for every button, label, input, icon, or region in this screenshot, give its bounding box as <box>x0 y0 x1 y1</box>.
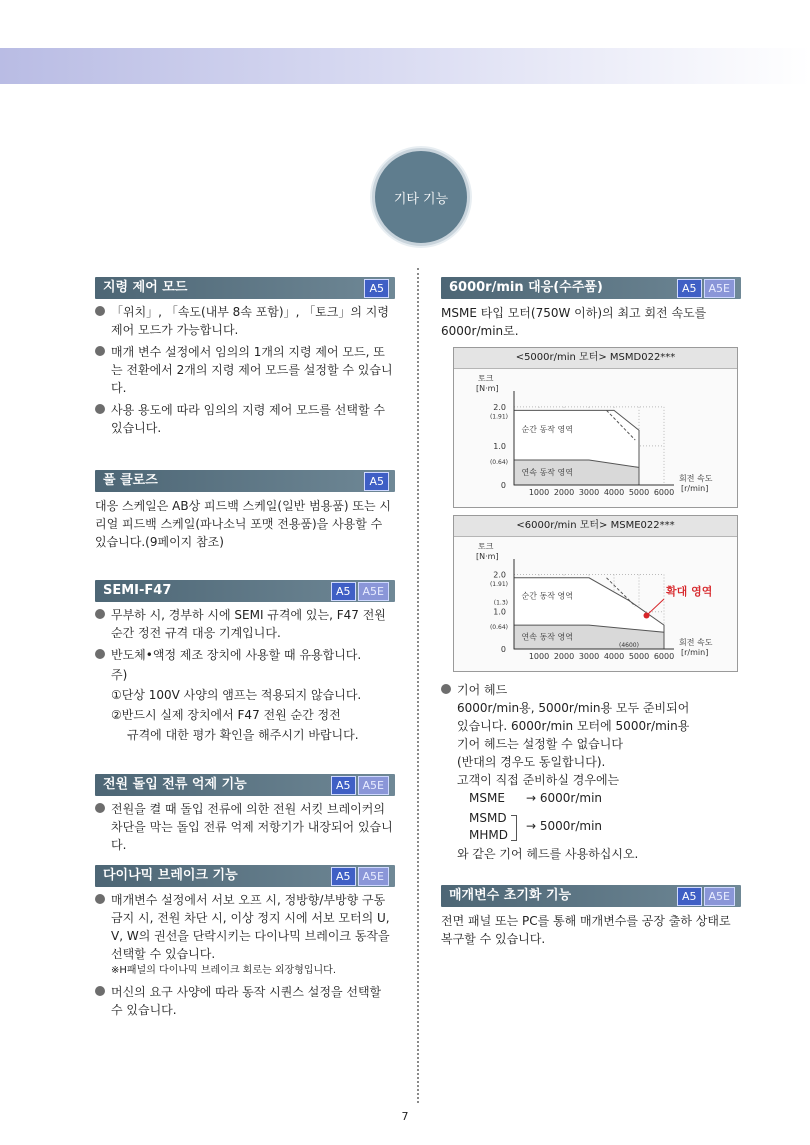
series-label-instant: 순간 동작 영역 <box>521 591 573 601</box>
section-title: 매개변수 초기화 기능 <box>449 888 572 903</box>
a5-badge: A5 <box>677 887 702 906</box>
y-extra-label: (0.64) <box>489 458 508 466</box>
y-axis-label: 토크 <box>478 374 494 383</box>
section-command-mode <box>95 277 395 437</box>
x-axis-label: 회전 속도 <box>679 638 713 647</box>
gear-arrow-6000: → 6000r/min <box>526 791 603 805</box>
x-extra-label: (4600) <box>619 642 639 649</box>
a5-badge: A5 <box>677 279 702 298</box>
y-axis-label: 토크 <box>478 542 494 551</box>
bullet-text: 「위치」, 「속도(내부 8속 포함)」, 「토크」의 지령 제어 모드가 가능합니다. <box>111 305 389 337</box>
section-title: 다이나믹 브레이크 기능 <box>103 868 238 883</box>
y-tick-label: 2.0 <box>493 570 506 580</box>
chart-msme022 <box>453 515 738 672</box>
series-label-instant: 순간 동작 영역 <box>521 425 573 435</box>
y-extra-label: (1.3) <box>493 599 508 607</box>
a5-badge: A5 <box>331 776 356 795</box>
bullet-item <box>95 891 395 963</box>
gear-line: 6000r/min용, 5000r/min용 모두 준비되어 <box>457 701 690 715</box>
chart-svg <box>454 537 737 671</box>
bullet-text: 매개변수 설정에서 서보 오프 시, 정방향/부방향 구동 금지 시, 전원 차단 시, 이상 정지 시에 서보 모터의 U, V, W의 권선을 단락시키는 다이나믹 브레이크 동작을 선택할 수 있습니다. <box>111 893 390 961</box>
x-tick-label: 3000 <box>578 488 600 497</box>
bullet-item <box>95 343 395 397</box>
top-gradient-band <box>0 48 810 84</box>
y-extra-label: (0.64) <box>489 624 508 632</box>
x-tick-label: 2000 <box>553 652 575 661</box>
section-dynamic-brake <box>95 865 395 1019</box>
section-text: 대응 스케일은 AB상 피드백 스케일(일반 범용품) 또는 시리얼 피드백 스케일(파나소닉 포맷 전용품)을 사용할 수 있습니다.(9페이지 참조) <box>95 499 391 549</box>
bracket-icon <box>511 815 517 841</box>
bullet-item <box>95 983 395 1019</box>
note-line: ②반드시 실제 장치에서 F47 전원 순간 정전 <box>111 708 341 722</box>
bullet-text: 매개 변수 설정에서 임의의 1개의 지령 제어 모드, 또는 전환에서 2개의 지령 제어 모드를 설정할 수 있습니다. <box>111 345 393 395</box>
x-axis-label: 회전 속도 <box>679 474 713 483</box>
y-tick-label: 2.0 <box>493 402 506 412</box>
gear-line: 있습니다. 6000r/min 모터에 5000r/min용 <box>457 719 690 733</box>
section-semi-f47 <box>95 580 395 744</box>
section-header <box>95 580 395 602</box>
a5-badge: A5 <box>364 472 389 491</box>
x-tick-label: 6000 <box>653 488 675 497</box>
x-axis-unit: [r/min] <box>681 484 709 493</box>
section-header <box>441 885 741 907</box>
bullet-text: 무부하 시, 경부하 시에 SEMI 규격에 있는, F47 전원 순간 정전 규격 대응 기계입니다. <box>111 608 386 640</box>
section-6000rpm <box>441 277 741 340</box>
x-tick-label: 5000 <box>628 488 650 497</box>
section-circle-title <box>372 148 470 246</box>
bullet-text: 반도체•액정 제조 장치에 사용할 때 유용합니다. <box>111 648 362 662</box>
bullet-text: 사용 용도에 따라 임의의 지령 제어 모드를 선택할 수 있습니다. <box>111 403 385 435</box>
circle-title-text: 기타 기능 <box>393 191 449 207</box>
bullet-text: 머신의 요구 사양에 따라 동작 시퀀스 설정을 선택할 수 있습니다. <box>111 985 382 1017</box>
a5-badge: A5 <box>364 279 389 298</box>
a5e-badge: A5E <box>704 279 735 298</box>
note-text: ※H패널의 다이나믹 브레이크 회로는 외장형입니다. <box>111 965 336 976</box>
bullet-dot-icon <box>441 684 451 694</box>
gear-arrow-5000: → 5000r/min <box>526 819 603 833</box>
section-header <box>95 865 395 887</box>
bullet-text: 기어 헤드 <box>457 683 508 697</box>
x-axis-unit: [r/min] <box>681 648 709 657</box>
bullet-dot-icon <box>95 346 105 356</box>
x-tick-label: 3000 <box>578 652 600 661</box>
gear-model-msme: MSME <box>469 791 505 805</box>
a5e-badge: A5E <box>358 776 389 795</box>
bullet-dot-icon <box>95 609 105 619</box>
x-tick-label: 6000 <box>653 652 675 661</box>
bullet-dot-icon <box>95 803 105 813</box>
annotation-leader-line <box>647 599 665 615</box>
a5-badge: A5 <box>331 582 356 601</box>
y-extra-label: (1.91) <box>489 413 508 421</box>
gear-line: (반대의 경우도 동일합니다). <box>457 755 606 769</box>
page-number: 7 <box>401 1110 409 1123</box>
section-text: 전면 패널 또는 PC를 통해 매개변수를 공장 출하 상태로 복구할 수 있습니다. <box>441 914 731 946</box>
x-tick-label: 1000 <box>528 652 550 661</box>
note-label: 주) <box>111 668 128 682</box>
section-header <box>95 277 395 299</box>
section-title: 6000r/min 대응(수주품) <box>449 280 603 295</box>
chart-svg <box>454 369 737 507</box>
section-text: MSME 타입 모터(750W 이하)의 최고 회전 속도를 6000r/min로. <box>441 306 707 338</box>
bullet-dot-icon <box>95 649 105 659</box>
section-title: 지령 제어 모드 <box>103 280 188 295</box>
column-divider <box>417 268 419 1103</box>
a5e-badge: A5E <box>704 887 735 906</box>
bullet-dot-icon <box>95 306 105 316</box>
bullet-dot-icon <box>95 894 105 904</box>
y-tick-label: 1.0 <box>493 441 506 451</box>
y-axis-unit: [N·m] <box>476 384 499 393</box>
bullet-item <box>95 646 395 664</box>
bullet-text: 전원을 켤 때 돌입 전류에 의한 전원 서킷 브레이커의 차단을 막는 돌입 전류 억제 저항기가 내장되어 있습니다. <box>111 802 393 852</box>
section-title: SEMI-F47 <box>103 583 172 598</box>
section-param-init <box>441 885 741 948</box>
bullet-dot-icon <box>95 404 105 414</box>
bullet-item <box>95 800 395 854</box>
section-title: 전원 돌입 전류 억제 기능 <box>103 777 247 792</box>
chart-msmd022 <box>453 347 738 508</box>
y-tick-label: 0 <box>500 481 506 490</box>
gear-model-mhmd: MHMD <box>469 828 508 842</box>
y-tick-label: 0 <box>500 645 506 654</box>
x-tick-label: 4000 <box>603 488 625 497</box>
section-gear-head <box>441 681 741 863</box>
note-line: 규격에 대한 평가 확인을 해주시기 바랍니다. <box>127 728 359 742</box>
gear-model-msmd: MSMD <box>469 811 507 825</box>
gear-line: 고객이 직접 준비하실 경우에는 <box>457 773 620 787</box>
x-tick-label: 5000 <box>628 652 650 661</box>
series-label-continuous: 연속 동작 영역 <box>521 632 573 642</box>
note-line: ①단상 100V 사양의 앰프는 적용되지 않습니다. <box>111 688 362 702</box>
bullet-item <box>95 606 395 642</box>
gear-mapping <box>441 789 741 845</box>
chart-title: <6000r/min 모터> MSME022*** <box>454 516 737 537</box>
annotation-label: 확대 영역 <box>666 585 713 598</box>
x-tick-label: 1000 <box>528 488 550 497</box>
bullet-item <box>441 681 741 699</box>
section-header <box>441 277 741 299</box>
chart-title: <5000r/min 모터> MSMD022*** <box>454 348 737 369</box>
series-label-continuous: 연속 동작 영역 <box>521 468 573 478</box>
gear-closing: 와 같은 기어 헤드를 사용하십시오. <box>457 847 639 861</box>
y-tick-label: 1.0 <box>493 607 506 617</box>
bullet-item <box>95 303 395 339</box>
bullet-item <box>95 401 395 437</box>
section-full-closed <box>95 470 395 551</box>
gear-line: 기어 헤드는 설정할 수 없습니다 <box>457 737 623 751</box>
x-tick-label: 4000 <box>603 652 625 661</box>
section-header <box>95 470 395 492</box>
y-extra-label: (1.91) <box>489 580 508 588</box>
a5-badge: A5 <box>331 867 356 886</box>
y-axis-unit: [N·m] <box>476 552 499 561</box>
section-title: 풀 클로즈 <box>103 473 158 488</box>
section-inrush <box>95 774 395 854</box>
a5e-badge: A5E <box>358 582 389 601</box>
bullet-dot-icon <box>95 986 105 996</box>
a5e-badge: A5E <box>358 867 389 886</box>
x-tick-label: 2000 <box>553 488 575 497</box>
section-header <box>95 774 395 796</box>
